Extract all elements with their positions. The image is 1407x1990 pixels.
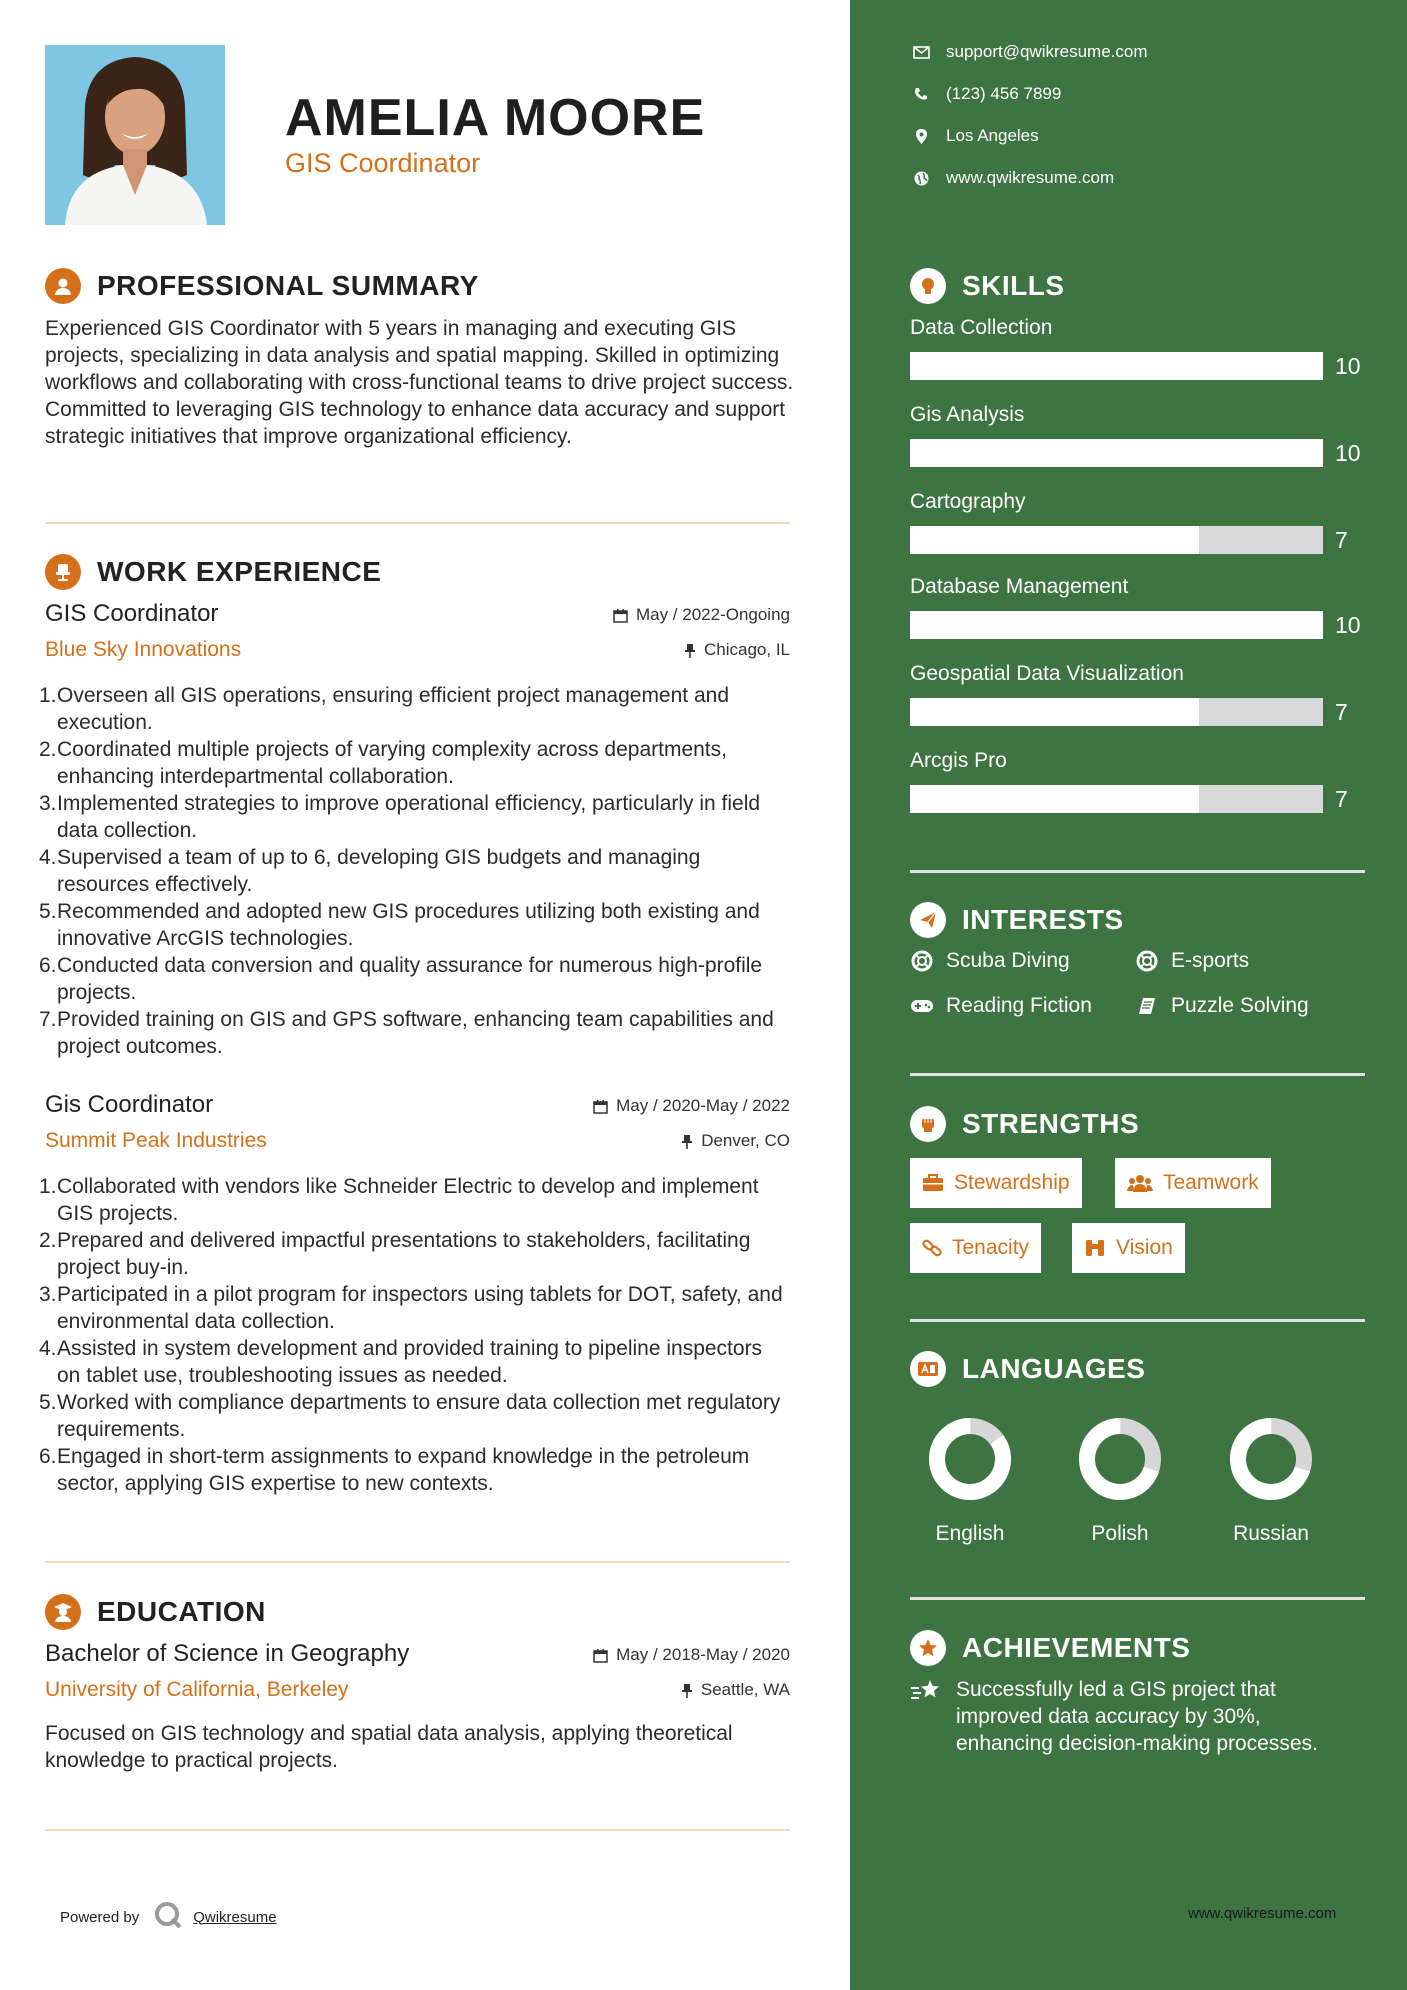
lightbulb-icon [910, 268, 946, 304]
list-item: 2. Prepared and delivered impactful presentations to stakeholders, facilitating project buy-in. [39, 1229, 751, 1279]
interest-label: Reading Fiction [946, 994, 1092, 1017]
job-company: Summit Peak Industries [45, 1129, 267, 1152]
skills-heading [910, 268, 1065, 304]
job-date [613, 605, 790, 625]
list-item: 4. Supervised a team of up to 6, developing GIS budgets and managing resources effectively. [39, 846, 701, 896]
work-title: WORK EXPERIENCE [97, 556, 382, 587]
strengths-heading [910, 1106, 1139, 1142]
languages-title: LANGUAGES [962, 1353, 1146, 1384]
map-marker-icon [910, 129, 932, 144]
school: University of California, Berkeley [45, 1678, 349, 1701]
section-divider [910, 1073, 1365, 1076]
education-location [681, 1680, 790, 1700]
list-item: 4. Assisted in system development and provided training to pipeline inspectors on tablet use, troubleshooting issues as needed. [39, 1337, 763, 1387]
pin-icon [681, 1134, 693, 1149]
job-role: GIS Coordinator [45, 600, 219, 627]
section-divider [910, 1597, 1365, 1600]
skill-name: Cartography [910, 490, 1026, 513]
list-item: 1. Overseen all GIS operations, ensuring efficient project management and execution. [39, 684, 729, 734]
languages-heading [910, 1351, 1145, 1387]
office-chair-icon [45, 554, 81, 590]
skill-name: Gis Analysis [910, 403, 1025, 426]
skill-value: 10 [1335, 612, 1361, 638]
skill-bar [910, 698, 1323, 726]
education-title: EDUCATION [97, 1596, 266, 1627]
section-divider [45, 522, 790, 524]
summary-text: Experienced GIS Coordinator with 5 years in managing and executing GIS projects, specializing in data analysis and spatial mapping. Skilled in optimizing workflows and collaborating with cross-functional teams to drive project success. Committed to leveraging GIS technology to enhance data accuracy and support strategic initiatives that improve organizational efficiency. [45, 317, 794, 448]
section-divider [910, 1319, 1365, 1322]
strength-label: Teamwork [1163, 1171, 1259, 1194]
language-icon [910, 1351, 946, 1387]
skill-bar [910, 785, 1323, 813]
education-date [593, 1645, 790, 1665]
work-heading [45, 554, 381, 590]
skill-bar-fill [910, 698, 1199, 726]
contact-email-text[interactable]: support@qwikresume.com [946, 42, 1148, 61]
lifebuoy-icon [910, 950, 934, 972]
list-item: 5. Recommended and adopted new GIS procedures utilizing both existing and innovative ArcGIS technologies. [39, 900, 760, 950]
contact-email [910, 42, 1148, 62]
language-gauge [925, 1414, 1015, 1504]
gamepad-icon [910, 998, 934, 1014]
interest-label: Scuba Diving [946, 949, 1070, 972]
skill-name: Arcgis Pro [910, 749, 1007, 772]
skill-bar [910, 352, 1323, 380]
contact-phone-text: (123) 456 7899 [946, 84, 1062, 103]
interest-item [910, 949, 1070, 973]
job-location-text: Chicago, IL [704, 640, 790, 659]
skill-name: Data Collection [910, 316, 1053, 339]
skill-row [910, 316, 1361, 379]
phone-icon [910, 87, 932, 101]
skill-name: Database Management [910, 575, 1129, 598]
education-entry [45, 1640, 790, 1774]
achievement-text: Successfully led a GIS project that improved data accuracy by 30%, enhancing decision-making processes. [956, 1678, 1318, 1755]
strength-tag [1115, 1158, 1271, 1208]
skill-bar-fill [910, 785, 1199, 813]
fist-icon [910, 1106, 946, 1142]
list-item: 1. Collaborated with vendors like Schneider Electric to develop and implement GIS projects. [39, 1175, 759, 1225]
list-item: 2. Coordinated multiple projects of varying complexity across departments, enhancing interdepartmental collaboration. [39, 738, 727, 788]
skill-name: Geospatial Data Visualization [910, 662, 1184, 685]
education-date-text: May / 2018-May / 2020 [616, 1645, 790, 1664]
skill-row [910, 403, 1361, 466]
skill-bar-fill [910, 611, 1323, 639]
achievement-item [910, 1676, 1350, 1757]
language-name: Polish [1091, 1522, 1149, 1545]
skill-row [910, 490, 1350, 553]
language-item [1060, 1414, 1180, 1546]
skill-value: 7 [1335, 699, 1348, 725]
contact-website [910, 168, 1114, 188]
users-icon [1127, 1174, 1153, 1192]
job-duties-list [39, 682, 790, 1060]
language-name: English [935, 1522, 1005, 1545]
strength-tag [1072, 1223, 1185, 1273]
achievements-heading [910, 1630, 1190, 1666]
briefcase-icon [922, 1174, 944, 1192]
lifebuoy-icon [1135, 950, 1159, 972]
list-item: 3. Participated in a pilot program for inspectors using tablets for DOT, safety, and environmental data collection. [39, 1283, 783, 1333]
list-item: 5. Worked with compliance departments to ensure data collection met regulatory requirements. [39, 1391, 781, 1441]
contact-phone [910, 84, 1061, 104]
globe-icon [910, 171, 932, 186]
skills-title: SKILLS [962, 270, 1065, 301]
qwikresume-logo-icon [153, 1900, 183, 1934]
job-entry [39, 1091, 790, 1497]
education-description: Focused on GIS technology and spatial data analysis, applying theoretical knowledge to practical projects. [45, 1722, 733, 1772]
list-item: 6. Engaged in short-term assignments to expand knowledge in the petroleum sector, applying GIS expertise to new contexts. [39, 1445, 750, 1495]
skill-bar [910, 526, 1323, 554]
strength-tag [910, 1158, 1082, 1208]
education-heading [45, 1594, 266, 1630]
powered-by [60, 1900, 277, 1934]
skill-row [910, 749, 1350, 812]
skill-bar [910, 439, 1323, 467]
contact-location-text: Los Angeles [946, 126, 1039, 145]
section-divider [910, 870, 1365, 873]
language-item [1211, 1414, 1331, 1546]
section-divider [45, 1829, 790, 1831]
degree: Bachelor of Science in Geography [45, 1640, 410, 1667]
list-item: 6. Conducted data conversion and quality assurance for numerous high-profile projects. [39, 954, 763, 1004]
calendar-icon [593, 1099, 608, 1114]
binoculars-icon [1084, 1238, 1106, 1258]
skill-value: 10 [1335, 353, 1361, 379]
section-divider [45, 1561, 790, 1563]
skill-bar [910, 611, 1323, 639]
interest-item [1135, 949, 1249, 973]
language-gauge [1075, 1414, 1165, 1504]
shooting-star-icon [910, 1676, 944, 1757]
powered-by-label: Powered by [60, 1908, 140, 1926]
paper-plane-icon [910, 902, 946, 938]
strength-label: Vision [1116, 1236, 1173, 1259]
sidebar [850, 0, 1407, 1990]
summary-title: PROFESSIONAL SUMMARY [97, 270, 479, 301]
strengths-title: STRENGTHS [962, 1108, 1140, 1139]
job-location-text: Denver, CO [701, 1131, 790, 1150]
link-icon [922, 1238, 942, 1258]
strength-tag [910, 1223, 1041, 1273]
interest-label: Puzzle Solving [1171, 994, 1309, 1017]
skill-value: 7 [1335, 786, 1348, 812]
profile-photo [45, 45, 225, 225]
achievements-title: ACHIEVEMENTS [962, 1632, 1191, 1663]
job-role: Gis Coordinator [45, 1091, 214, 1118]
skill-row [910, 662, 1350, 725]
job-date [593, 1096, 790, 1116]
interests-heading [910, 902, 1124, 938]
job-date-text: May / 2020-May / 2022 [616, 1096, 790, 1115]
skill-bar-fill [910, 526, 1199, 554]
interest-item [910, 994, 1092, 1018]
contact-website-text[interactable]: www.qwikresume.com [946, 168, 1115, 187]
footer-url[interactable]: www.qwikresume.com [1188, 1905, 1337, 1922]
education-location-text: Seattle, WA [700, 1680, 790, 1699]
contact-location [910, 126, 1039, 146]
book-icon [1135, 996, 1159, 1016]
gauge-fill [925, 1414, 1015, 1504]
skill-bar-fill [910, 352, 1323, 380]
candidate-name: AMELIA MOORE [285, 89, 706, 147]
job-company: Blue Sky Innovations [45, 638, 242, 661]
graduate-icon [45, 1594, 81, 1630]
language-item [910, 1414, 1030, 1546]
interests-title: INTERESTS [962, 904, 1124, 935]
interest-label: E-sports [1171, 949, 1250, 972]
calendar-icon [613, 608, 628, 623]
skill-value: 7 [1335, 527, 1348, 553]
job-location [681, 1131, 790, 1151]
language-gauge [1226, 1414, 1316, 1504]
job-location [684, 640, 790, 660]
job-date-text: May / 2022-Ongoing [635, 605, 790, 624]
pin-icon [681, 1683, 693, 1698]
strength-label: Stewardship [954, 1171, 1070, 1194]
list-item: 3. Implemented strategies to improve operational efficiency, particularly in field data collection. [39, 792, 761, 842]
skill-row [910, 575, 1361, 638]
job-entry [39, 600, 790, 1060]
language-name: Russian [1233, 1522, 1309, 1545]
skill-value: 10 [1335, 440, 1361, 466]
user-circle-icon [45, 268, 81, 304]
skill-bar-fill [910, 439, 1323, 467]
pin-icon [684, 643, 696, 658]
calendar-icon [593, 1648, 608, 1663]
envelope-icon [910, 46, 932, 59]
list-item: 7. Provided training on GIS and GPS software, enhancing team capabilities and project outcomes. [39, 1008, 774, 1058]
qwikresume-link[interactable]: Qwikresume [193, 1908, 277, 1926]
summary-heading [45, 268, 479, 304]
strength-label: Tenacity [952, 1236, 1030, 1259]
interest-item [1135, 994, 1309, 1018]
star-icon [910, 1630, 946, 1666]
candidate-title: GIS Coordinator [285, 148, 481, 178]
job-duties-list [39, 1173, 790, 1497]
